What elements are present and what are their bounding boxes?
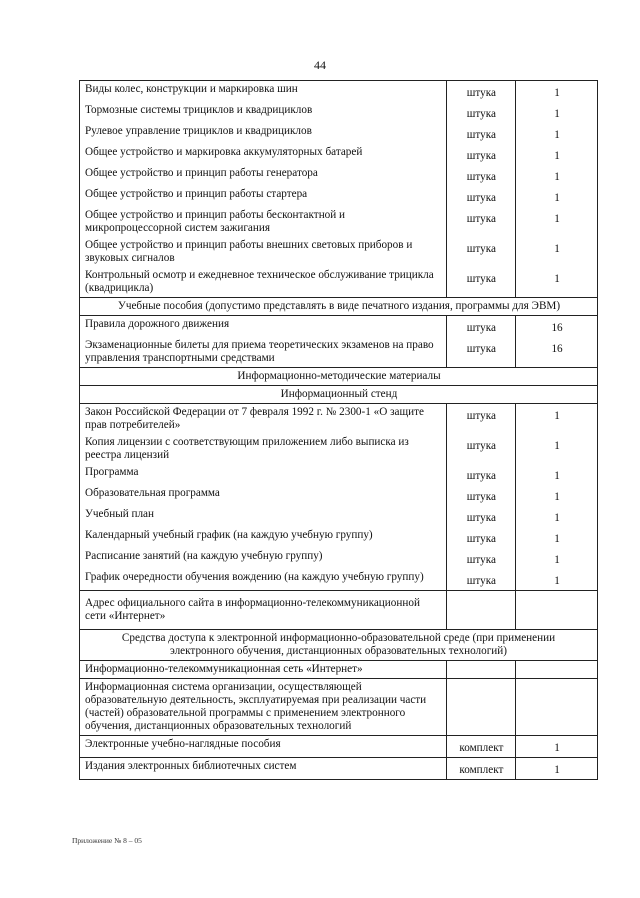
table-row (80, 569, 598, 591)
section-heading-textbooks: Учебные пособия (допустимо представлять в виде печатного издания, программы для ЭВМ) (80, 298, 598, 316)
cell-unit: штука (446, 186, 515, 207)
table-row (80, 548, 598, 569)
cell-qty (516, 661, 598, 679)
cell-qty: 1 (516, 404, 598, 435)
table-row (80, 758, 598, 780)
table-section-info (80, 368, 598, 404)
table-row (80, 186, 598, 207)
page-number: 44 (314, 58, 326, 72)
table-row (80, 165, 598, 186)
cell-name: Общее устройство и принцип работы стартера (80, 186, 447, 207)
cell-qty: 1 (516, 758, 598, 780)
table-group-e-access (80, 661, 598, 780)
table-row (80, 123, 598, 144)
cell-name: Общее устройство и принцип работы внешних световых приборов и звуковых сигналов (80, 237, 447, 267)
cell-qty: 1 (516, 569, 598, 591)
section-heading-info-stand: Информационный стенд (80, 386, 598, 404)
table-row (80, 527, 598, 548)
cell-unit: комплект (446, 736, 515, 758)
cell-unit: штука (446, 207, 515, 237)
cell-name: Общее устройство и принцип работы генератора (80, 165, 447, 186)
cell-qty: 1 (516, 434, 598, 464)
section-heading-info-materials: Информационно-методические материалы (80, 368, 598, 386)
cell-name: Электронные учебно-наглядные пособия (80, 736, 447, 758)
cell-unit: штука (446, 464, 515, 485)
section-heading-e-access: Средства доступа к электронной информационно-образовательной среде (при применении электронного обучения, дистанционных образовательных технологий) (80, 630, 598, 661)
cell-unit: штука (446, 237, 515, 267)
cell-qty: 1 (516, 165, 598, 186)
cell-qty: 1 (516, 267, 598, 298)
cell-qty: 1 (516, 527, 598, 548)
table-row (80, 337, 598, 368)
table-row (80, 679, 598, 736)
cell-unit: штука (446, 404, 515, 435)
table-row (80, 316, 598, 338)
table-row (80, 404, 598, 435)
cell-name: Расписание занятий (на каждую учебную группу) (80, 548, 447, 569)
cell-name: Общее устройство и маркировка аккумуляторных батарей (80, 144, 447, 165)
cell-qty: 1 (516, 485, 598, 506)
cell-unit (446, 679, 515, 736)
table-section-website (80, 591, 598, 661)
cell-unit: штука (446, 337, 515, 368)
cell-qty: 1 (516, 548, 598, 569)
cell-name: Информационная система организации, осуществляющей образовательную деятельность, эксплуатируемая при реализации части (частей) образовательной программы с применением электронного обучения, дистанционных образовательных технологий (80, 679, 447, 736)
table-row (80, 102, 598, 123)
cell-name: Копия лицензии с соответствующим приложением либо выписка из реестра лицензий (80, 434, 447, 464)
cell-qty (516, 591, 598, 630)
cell-unit: штука (446, 267, 515, 298)
table-row (80, 661, 598, 679)
cell-qty: 1 (516, 207, 598, 237)
cell-unit (446, 591, 515, 630)
cell-qty: 1 (516, 736, 598, 758)
cell-unit: штука (446, 434, 515, 464)
cell-qty: 1 (516, 506, 598, 527)
table-row (80, 736, 598, 758)
cell-qty (516, 679, 598, 736)
cell-unit: штука (446, 123, 515, 144)
table-group-textbooks (80, 316, 598, 368)
cell-qty: 1 (516, 123, 598, 144)
cell-name: Рулевое управление трициклов и квадрициклов (80, 123, 447, 144)
table-row (80, 267, 598, 298)
cell-qty: 1 (516, 186, 598, 207)
cell-name: Виды колес, конструкции и маркировка шин (80, 81, 447, 103)
cell-qty: 1 (516, 237, 598, 267)
cell-unit: штука (446, 81, 515, 103)
table-row (80, 485, 598, 506)
equipment-table (79, 80, 598, 780)
cell-unit: штука (446, 527, 515, 548)
cell-name: Издания электронных библиотечных систем (80, 758, 447, 780)
cell-qty: 1 (516, 144, 598, 165)
cell-unit: штука (446, 548, 515, 569)
table-row (80, 237, 598, 267)
cell-unit: комплект (446, 758, 515, 780)
cell-name: Правила дорожного движения (80, 316, 447, 338)
cell-name: Экзаменационные билеты для приема теоретических экзаменов на право управления транспортными средствами (80, 337, 447, 368)
table-group-visual-aids (80, 81, 598, 298)
table-row (80, 144, 598, 165)
cell-name: Информационно-телекоммуникационная сеть «Интернет» (80, 661, 447, 679)
table-row (80, 81, 598, 103)
cell-qty: 1 (516, 102, 598, 123)
cell-unit: штука (446, 102, 515, 123)
table-row (80, 207, 598, 237)
table-row (80, 434, 598, 464)
cell-website-address: Адрес официального сайта в информационно-телекоммуникационной сети «Интернет» (80, 591, 447, 630)
cell-name: Образовательная программа (80, 485, 447, 506)
table-row (80, 464, 598, 485)
cell-qty: 16 (516, 316, 598, 338)
cell-name: Контрольный осмотр и ежедневное техническое обслуживание трицикла (квадрицикла) (80, 267, 447, 298)
cell-name: Общее устройство и принцип работы бесконтактной и микропроцессорной систем зажигания (80, 207, 447, 237)
cell-qty: 16 (516, 337, 598, 368)
table-section-textbooks (80, 298, 598, 316)
cell-unit: штука (446, 506, 515, 527)
footer-appendix-label: Приложение № 8 – 05 (72, 836, 142, 845)
cell-name: Программа (80, 464, 447, 485)
cell-name: Закон Российской Федерации от 7 февраля 1992 г. № 2300-1 «О защите прав потребителей» (80, 404, 447, 435)
cell-name: Календарный учебный график (на каждую учебную группу) (80, 527, 447, 548)
cell-name: Учебный план (80, 506, 447, 527)
cell-qty: 1 (516, 81, 598, 103)
cell-unit: штука (446, 144, 515, 165)
cell-qty: 1 (516, 464, 598, 485)
cell-unit: штука (446, 165, 515, 186)
cell-unit: штука (446, 569, 515, 591)
cell-unit: штука (446, 316, 515, 338)
cell-unit: штука (446, 485, 515, 506)
table-group-info-stand (80, 404, 598, 591)
cell-name: Тормозные системы трициклов и квадрициклов (80, 102, 447, 123)
table-row (80, 506, 598, 527)
cell-unit (446, 661, 515, 679)
cell-name: График очередности обучения вождению (на каждую учебную группу) (80, 569, 447, 591)
